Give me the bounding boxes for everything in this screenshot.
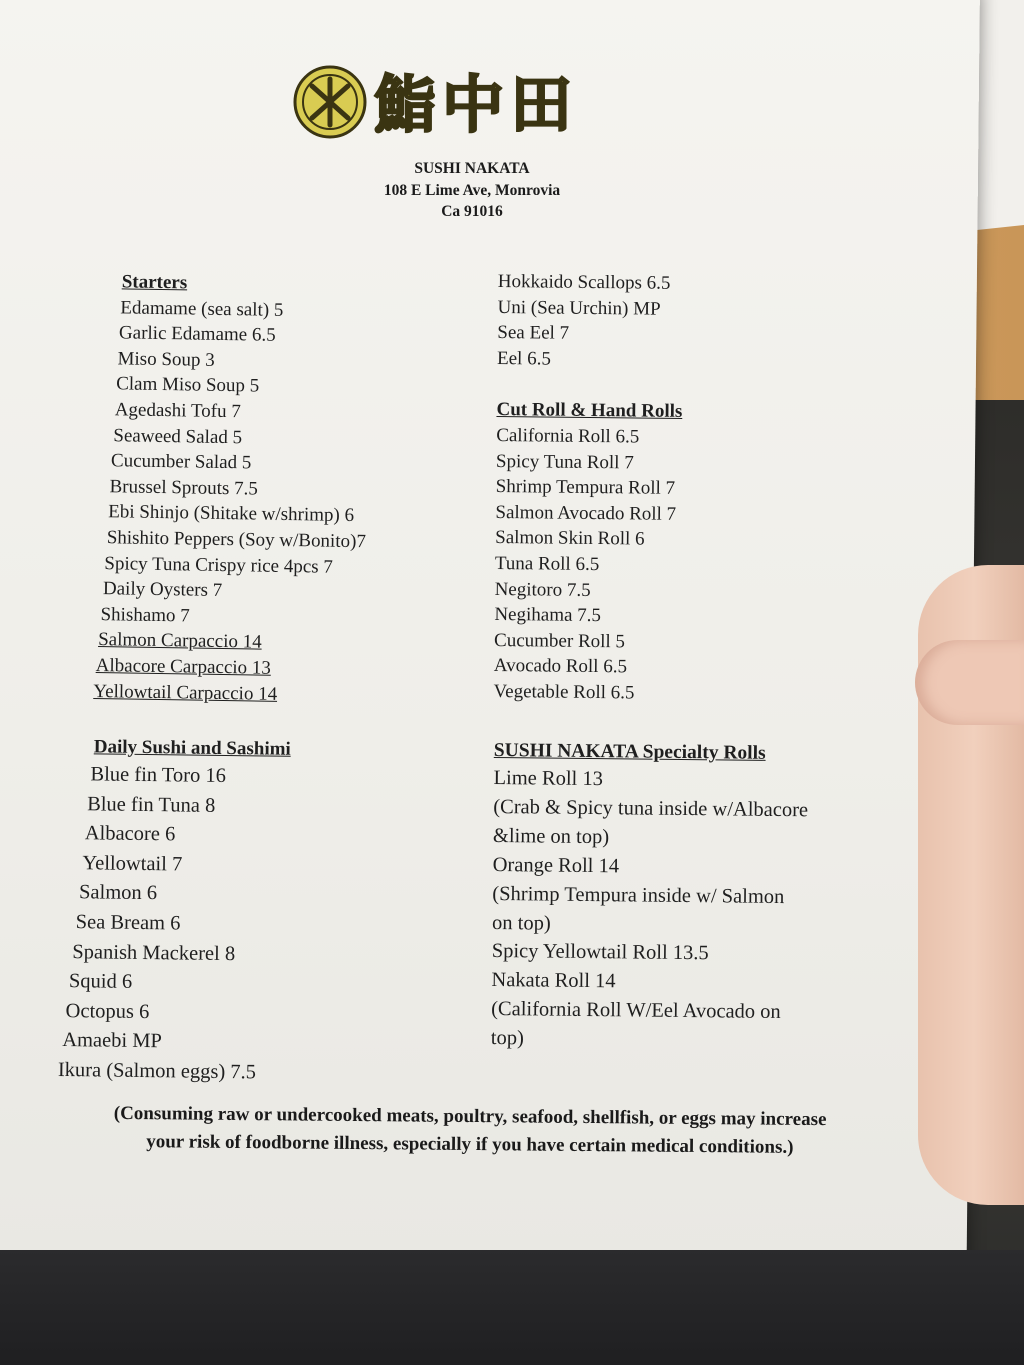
menu-item: Seaweed Salad 5	[113, 424, 243, 448]
menu-item: Spicy Tuna Roll 7	[495, 450, 634, 473]
menu-item: Negihama 7.5	[494, 604, 602, 627]
menu-item: Ebi Shinjo (Shitake w/shrimp) 6	[108, 501, 355, 527]
starters-title: Starters	[121, 271, 188, 294]
menu-item: Albacore Carpaccio 13	[95, 654, 272, 679]
menu-item: Blue fin Toro 16	[90, 763, 227, 788]
menu-item: Miso Soup 3	[117, 348, 215, 371]
menu-item: Shrimp Tempura Roll 7	[495, 476, 676, 500]
menu-item: Yellowtail 7	[82, 852, 183, 876]
menu-item: Shishito Peppers (Soy w/Bonito)7	[106, 527, 367, 553]
menu-item: Hokkaido Scallops 6.5	[497, 270, 671, 294]
sushi-continued-section	[493, 269, 683, 706]
daily-sushi-section	[58, 734, 291, 1088]
health-warning	[60, 1099, 880, 1162]
menu-item-description: (Shrimp Tempura inside w/ Salmon	[492, 882, 785, 908]
menu-item: Agedashi Tofu 7	[114, 399, 241, 423]
menu-item: Blue fin Tuna 8	[87, 792, 216, 817]
menu-item: Tuna Roll 6.5	[494, 552, 600, 576]
warning-line-1: (Consuming raw or undercooked meats, poultry, seafood, shellfish, or eggs may increase	[113, 1102, 827, 1131]
menu-item: Vegetable Roll 6.5	[493, 680, 635, 704]
menu-item: Uni (Sea Urchin) MP	[497, 296, 661, 320]
menu-item: Ikura (Salmon eggs) 7.5	[57, 1058, 257, 1084]
menu-item: Spanish Mackerel 8	[72, 940, 236, 965]
menu-item: Sea Bream 6	[75, 911, 181, 935]
menu-item: Eel 6.5	[496, 347, 552, 370]
specialty-rolls-section	[491, 738, 809, 1056]
menu-item: Lime Roll 13	[493, 766, 604, 791]
menu-item: Octopus 6	[65, 999, 150, 1023]
menu-item: Orange Roll 14	[492, 853, 620, 878]
menu-item: Salmon Skin Roll 6	[495, 527, 645, 550]
cut-rolls-title: Cut Roll & Hand Rolls	[496, 399, 683, 423]
menu-item: Yellowtail Carpaccio 14	[93, 680, 278, 705]
starters-section	[91, 269, 370, 708]
menu-item: Negitoro 7.5	[494, 578, 591, 601]
menu-item: Edamame (sea salt) 5	[120, 296, 284, 321]
menu-item: Clam Miso Soup 5	[116, 373, 260, 397]
menu-item: Sea Eel 7	[497, 322, 570, 344]
menu-item: Nakata Roll 14	[491, 969, 616, 993]
menu-item: Brussel Sprouts 7.5	[109, 475, 259, 500]
thumb	[915, 640, 1024, 725]
menu-item: Shishamo 7	[100, 603, 190, 627]
menu-item: Salmon Avocado Roll 7	[495, 501, 677, 525]
warning-line-2: your risk of foodborne illness, especially if you have certain medical conditions.)	[146, 1131, 794, 1158]
menu-item: Cucumber Salad 5	[110, 450, 252, 474]
menu-item: Albacore 6	[84, 822, 176, 846]
menu-item-description: top)	[490, 1027, 525, 1050]
menu-item: Cucumber Roll 5	[494, 629, 626, 653]
menu-item: Daily Oysters 7	[102, 578, 223, 602]
menu-item: Salmon 6	[78, 881, 158, 905]
menu-item: Avocado Roll 6.5	[493, 655, 628, 678]
menu-item-description: (Crab & Spicy tuna inside w/Albacore	[493, 795, 809, 822]
menu-item: Salmon Carpaccio 14	[98, 629, 262, 653]
menu-item-description: &lime on top)	[492, 824, 610, 849]
sleeve	[0, 1250, 1024, 1365]
restaurant-logo	[292, 64, 582, 140]
restaurant-address: 108 E Lime Ave, Monrovia	[383, 181, 561, 199]
menu-item-description: on top)	[491, 911, 551, 935]
menu-item: Amaebi MP	[62, 1029, 163, 1053]
logo-characters: 鮨中田	[374, 68, 579, 140]
menu-item: Spicy Tuna Crispy rice 4pcs 7	[104, 552, 334, 578]
restaurant-city: Ca 91016	[441, 203, 503, 220]
menu-item: Squid 6	[68, 970, 133, 994]
menu-item: Garlic Edamame 6.5	[118, 322, 276, 346]
specialty-rolls-title: SUSHI NAKATA Specialty Rolls	[493, 739, 766, 764]
restaurant-header	[372, 158, 572, 223]
menu-item-description: (California Roll W/Eel Avocado on	[491, 998, 781, 1024]
restaurant-name: SUSHI NAKATA	[414, 160, 530, 177]
daily-sushi-title: Daily Sushi and Sashimi	[93, 736, 291, 760]
menu-item: Spicy Yellowtail Roll 13.5	[491, 940, 709, 965]
menu-item: California Roll 6.5	[496, 424, 640, 448]
